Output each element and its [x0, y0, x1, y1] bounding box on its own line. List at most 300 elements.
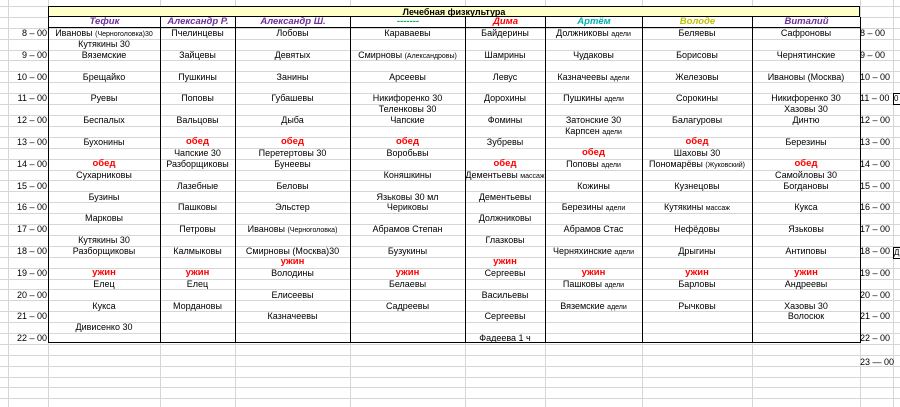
- entry-text: Абрамов Стас: [563, 224, 624, 235]
- patient-entry[interactable]: [160, 301, 235, 311]
- time-label-right[interactable]: 11 – 00: [860, 93, 890, 104]
- entry-text: Смирновы: [358, 49, 403, 60]
- patient-entry[interactable]: [465, 137, 545, 147]
- entry-text: Беловы: [276, 180, 309, 191]
- entry-text: Вальцовы: [176, 115, 219, 126]
- entry-text: Садреевы: [385, 300, 430, 311]
- patient-entry[interactable]: [752, 181, 860, 191]
- entry-text: Мордановы: [173, 300, 222, 311]
- gridline-h: [0, 387, 900, 388]
- entry-text: Чудаковы: [573, 49, 614, 60]
- patient-entry[interactable]: [752, 311, 860, 321]
- entry-text: Самойловы 30: [775, 169, 837, 180]
- entry-text: Елец: [93, 278, 115, 289]
- entry-text: Кутякины 30: [78, 235, 130, 246]
- entry-text: Казначеевы: [557, 71, 608, 82]
- patient-entry[interactable]: [160, 224, 235, 234]
- patient-entry[interactable]: [235, 28, 350, 38]
- entry-note: адели: [609, 74, 630, 82]
- patient-entry[interactable]: [752, 224, 860, 234]
- entry-text: Беляевы: [678, 28, 716, 38]
- time-label-left[interactable]: 20 – 00: [16, 289, 47, 300]
- patient-entry[interactable]: [350, 104, 465, 114]
- entry-text: Березины: [785, 137, 827, 147]
- time-label-left[interactable]: 21 – 00: [16, 311, 47, 322]
- patient-entry[interactable]: [48, 39, 160, 49]
- entry-text: Губашевы: [271, 93, 314, 104]
- entry-text: Лобовы: [276, 28, 309, 38]
- entry-text: Бузины: [88, 191, 120, 202]
- patient-entry[interactable]: [642, 224, 752, 234]
- time-label-right[interactable]: 12 – 00: [860, 115, 891, 126]
- patient-entry[interactable]: [545, 93, 642, 105]
- entry-text: Арсеевы: [389, 71, 426, 82]
- entry-text: Байдерины: [481, 28, 529, 38]
- entry-text: Железовы: [675, 71, 719, 82]
- patient-entry[interactable]: [545, 159, 642, 171]
- entry-text: Березины: [561, 202, 604, 213]
- break-label[interactable]: [752, 159, 860, 169]
- entry-text: Карпсен: [565, 126, 600, 137]
- entry-text: Дивисенко 30: [75, 322, 133, 333]
- entry-text: Борисовы: [676, 49, 718, 60]
- entry-text: Елисеевы: [271, 289, 314, 300]
- entry-text: Фомины: [487, 115, 523, 126]
- entry-text: Фадеева 1 ч: [479, 333, 531, 344]
- entry-text: Чернятинские: [776, 49, 836, 60]
- patient-entry[interactable]: [465, 72, 545, 82]
- entry-text: ужин: [581, 266, 606, 278]
- entry-text: Левус: [492, 71, 518, 82]
- patient-entry[interactable]: [752, 50, 860, 60]
- entry-text: Вяземские: [560, 300, 605, 311]
- break-label[interactable]: [350, 137, 465, 147]
- entry-text: Кукса: [92, 300, 116, 311]
- patient-entry[interactable]: [350, 246, 465, 256]
- break-label[interactable]: [48, 159, 160, 169]
- patient-entry[interactable]: [642, 148, 752, 158]
- gridline-h: [0, 289, 900, 290]
- time-label-right[interactable]: 23 — 00: [860, 357, 895, 367]
- break-label[interactable]: [48, 268, 160, 278]
- patient-entry[interactable]: [160, 279, 235, 289]
- column-header-3[interactable]: -------: [350, 17, 466, 28]
- time-label-right[interactable]: 14 – 00: [860, 158, 891, 169]
- entry-text: ужин: [92, 266, 116, 278]
- entry-text: ужин: [185, 266, 210, 278]
- patient-entry[interactable]: [48, 192, 160, 202]
- entry-text: Елец: [186, 278, 209, 289]
- break-label[interactable]: [545, 148, 642, 158]
- patient-entry[interactable]: [235, 115, 350, 125]
- time-label-left[interactable]: 10 – 00: [16, 71, 47, 82]
- patient-entry[interactable]: [350, 72, 465, 82]
- break-label[interactable]: [235, 137, 350, 147]
- column-header-4[interactable]: Дима: [465, 17, 546, 28]
- time-label-left[interactable]: 16 – 00: [16, 202, 47, 213]
- patient-entry[interactable]: [642, 50, 752, 60]
- break-label[interactable]: [545, 268, 642, 278]
- patient-entry[interactable]: [160, 115, 235, 125]
- entry-text: Динтю: [792, 115, 820, 126]
- patient-entry[interactable]: [350, 50, 465, 62]
- entry-text: Пушкины: [563, 93, 602, 104]
- patient-entry[interactable]: [465, 93, 545, 103]
- time-label-left[interactable]: 19 – 00: [16, 267, 47, 278]
- patient-entry[interactable]: [235, 268, 350, 278]
- patient-entry[interactable]: [350, 28, 465, 38]
- entry-text: Должниковы: [478, 213, 532, 224]
- right-edge-cell[interactable]: Д: [894, 248, 900, 257]
- entry-text: Дементьевы: [478, 191, 532, 202]
- patient-entry[interactable]: [235, 311, 350, 321]
- sheet-title[interactable]: Лечебная физкультура: [48, 6, 860, 17]
- column-header-7[interactable]: Виталий: [752, 17, 861, 28]
- time-label-left[interactable]: 14 – 00: [16, 158, 47, 169]
- entry-text: Балагуровы: [671, 115, 723, 126]
- entry-text: Волосюк: [787, 311, 825, 322]
- entry-text: ужин: [794, 266, 818, 278]
- patient-entry[interactable]: [545, 301, 642, 313]
- entry-text: Володины: [271, 267, 314, 278]
- time-label-left[interactable]: 11 – 00: [17, 93, 47, 104]
- entry-note: массаж: [705, 205, 730, 213]
- gridline-h: [0, 355, 900, 356]
- time-label-right[interactable]: 13 – 00: [860, 137, 891, 147]
- entry-text: Ивановы: [247, 224, 285, 235]
- patient-entry[interactable]: [642, 115, 752, 125]
- patient-entry[interactable]: [465, 115, 545, 125]
- patient-entry[interactable]: [160, 159, 235, 169]
- entry-text: ужин: [395, 266, 420, 278]
- time-label-right[interactable]: 19 – 00: [860, 267, 891, 278]
- patient-entry[interactable]: [235, 50, 350, 60]
- entry-text: Антиповы: [785, 246, 827, 256]
- patient-entry[interactable]: [465, 50, 545, 60]
- patient-entry[interactable]: [350, 148, 465, 158]
- patient-entry[interactable]: [465, 28, 545, 38]
- patient-entry[interactable]: [48, 246, 160, 256]
- patient-entry[interactable]: [350, 93, 465, 103]
- entry-text: Нефёдовы: [674, 224, 720, 235]
- entry-text: обед: [685, 136, 709, 147]
- entry-note: массаж: [520, 172, 545, 180]
- patient-entry[interactable]: [545, 279, 642, 291]
- patient-entry[interactable]: [48, 235, 160, 245]
- time-label-right[interactable]: 10 – 00: [860, 71, 891, 82]
- entry-note: адели: [604, 281, 625, 289]
- patient-entry[interactable]: [642, 202, 752, 214]
- patient-entry[interactable]: [752, 246, 860, 256]
- patient-entry[interactable]: [752, 202, 860, 212]
- entry-text: Кожины: [577, 180, 610, 191]
- entry-text: Воробьвы: [386, 147, 429, 158]
- patient-entry[interactable]: [545, 181, 642, 191]
- entry-text: Смирновы (Москва)30: [245, 246, 340, 256]
- break-label[interactable]: [160, 268, 235, 278]
- time-label-right[interactable]: 20 – 00: [860, 289, 891, 300]
- entry-text: Брещайко: [82, 71, 126, 82]
- patient-entry[interactable]: [465, 170, 545, 182]
- entry-note: адели: [614, 249, 634, 256]
- column-header-5[interactable]: Артём: [545, 17, 643, 28]
- entry-text: Петровы: [179, 224, 216, 235]
- entry-text: Беспалых: [83, 115, 125, 126]
- time-label-right[interactable]: 15 – 00: [860, 180, 891, 191]
- column-header-1[interactable]: Александр Р.: [160, 17, 236, 28]
- entry-text: Дрыгины: [678, 246, 716, 256]
- time-label-left[interactable]: 17 – 00: [16, 224, 47, 235]
- patient-entry[interactable]: [48, 137, 160, 147]
- patient-entry[interactable]: [160, 72, 235, 82]
- patient-entry[interactable]: [465, 235, 545, 245]
- patient-entry[interactable]: [160, 246, 235, 256]
- entry-text: Разборщиковы: [72, 246, 136, 256]
- entry-text: Бунеевы: [274, 158, 311, 169]
- patient-entry[interactable]: [465, 311, 545, 321]
- break-label[interactable]: [350, 268, 465, 278]
- entry-text: Бузукины: [387, 246, 428, 256]
- break-label[interactable]: [465, 257, 545, 267]
- entry-note: (Жуковский): [705, 161, 746, 169]
- patient-entry[interactable]: [235, 159, 350, 169]
- patient-entry[interactable]: [642, 72, 752, 82]
- patient-entry[interactable]: [545, 126, 642, 138]
- time-label-right[interactable]: 9 – 00: [860, 49, 886, 60]
- entry-text: Коняшкины: [383, 169, 432, 180]
- entry-text: Пчелинцевы: [171, 28, 224, 38]
- entry-note: адели: [607, 303, 627, 311]
- time-label-left[interactable]: 12 – 00: [16, 115, 47, 126]
- patient-entry[interactable]: [752, 72, 860, 82]
- entry-note: (Черноголовка): [287, 227, 338, 235]
- patient-entry[interactable]: [235, 224, 350, 236]
- entry-text: Пушкины: [178, 71, 217, 82]
- patient-entry[interactable]: [48, 115, 160, 125]
- entry-text: Эльстер: [275, 202, 310, 213]
- entry-text: Ивановы: [55, 28, 93, 38]
- break-label[interactable]: [642, 268, 752, 278]
- patient-entry[interactable]: [350, 224, 465, 234]
- entry-note: адели: [602, 129, 622, 137]
- break-label[interactable]: [642, 137, 752, 147]
- time-label-right[interactable]: 18 – 00: [860, 246, 891, 256]
- patient-entry[interactable]: [235, 93, 350, 103]
- patient-entry[interactable]: [642, 181, 752, 191]
- column-header-0[interactable]: Тефик: [48, 17, 161, 28]
- patient-entry[interactable]: [48, 170, 160, 180]
- patient-entry[interactable]: [48, 322, 160, 332]
- column-header-2[interactable]: Александр Ш.: [235, 17, 351, 28]
- break-label[interactable]: [752, 268, 860, 278]
- entry-text: Кутякины: [664, 202, 704, 213]
- patient-entry[interactable]: [235, 72, 350, 82]
- patient-entry[interactable]: [235, 202, 350, 212]
- time-label-left[interactable]: 9 – 00: [21, 49, 47, 60]
- patient-entry[interactable]: [752, 115, 860, 125]
- patient-entry[interactable]: [465, 268, 545, 278]
- entry-text: Дементьевы: [465, 169, 518, 180]
- time-label-right[interactable]: 16 – 00: [860, 202, 891, 213]
- entry-text: Должниковы: [556, 28, 609, 38]
- time-label-left[interactable]: 22 – 00: [16, 333, 47, 344]
- entry-text: Чапские 30: [174, 147, 221, 158]
- patient-entry[interactable]: [235, 246, 350, 256]
- time-label-left[interactable]: 18 – 00: [16, 246, 47, 256]
- entry-text: Сергеевы: [484, 311, 526, 322]
- column-header-6[interactable]: Володе: [642, 17, 753, 28]
- patient-entry[interactable]: [160, 28, 235, 38]
- entry-text: Белаевы: [388, 278, 427, 289]
- time-label-left[interactable]: 15 – 00: [16, 180, 47, 191]
- entry-text: Марковы: [85, 213, 123, 224]
- entry-text: Поповы: [566, 158, 599, 169]
- entry-text: Шамрины: [484, 49, 526, 60]
- patient-entry[interactable]: [642, 279, 752, 289]
- entry-text: обед: [493, 157, 517, 169]
- gridline-h: [0, 257, 900, 258]
- entry-text: Казначеевы: [267, 311, 318, 322]
- patient-entry[interactable]: [752, 301, 860, 311]
- entry-text: Перетертовы 30: [258, 147, 327, 158]
- time-label-left[interactable]: 13 – 00: [16, 137, 47, 147]
- entry-text: ужин: [685, 266, 709, 278]
- patient-entry[interactable]: [48, 279, 160, 289]
- entry-text: Хазовы 30: [784, 104, 828, 115]
- entry-text: Дорохины: [483, 93, 527, 104]
- patient-entry[interactable]: [545, 72, 642, 84]
- entry-text: Девятых: [274, 49, 311, 60]
- patient-entry[interactable]: [48, 301, 160, 311]
- entry-text: Сергеевы: [484, 267, 526, 278]
- patient-entry[interactable]: [350, 279, 465, 289]
- break-label[interactable]: [235, 257, 350, 267]
- patient-entry[interactable]: [350, 115, 465, 125]
- gridline-h: [0, 344, 900, 345]
- patient-entry[interactable]: [350, 202, 465, 212]
- entry-text: Абрамов Степан: [372, 224, 443, 235]
- patient-entry[interactable]: [48, 50, 160, 60]
- patient-entry[interactable]: [160, 93, 235, 103]
- patient-entry[interactable]: [545, 28, 642, 40]
- patient-entry[interactable]: [160, 181, 235, 191]
- gridline-h: [0, 377, 900, 378]
- entry-text: обед: [582, 146, 605, 158]
- entry-text: Чериковы: [386, 202, 429, 213]
- patient-entry[interactable]: [48, 72, 160, 82]
- entry-text: Пашковы: [562, 278, 602, 289]
- entry-text: Калмыковы: [173, 246, 222, 256]
- entry-text: Сафроновы: [780, 28, 832, 38]
- patient-entry[interactable]: [465, 192, 545, 202]
- patient-entry[interactable]: [752, 28, 860, 38]
- time-label-left[interactable]: 8 – 00: [21, 28, 47, 38]
- patient-entry[interactable]: [642, 159, 752, 171]
- entry-text: обед: [396, 136, 419, 147]
- entry-text: обед: [281, 136, 304, 147]
- column-separator: [48, 17, 49, 343]
- patient-entry[interactable]: [235, 290, 350, 300]
- patient-entry[interactable]: [752, 104, 860, 114]
- time-label-right[interactable]: 8 – 00: [860, 28, 886, 38]
- patient-entry[interactable]: [545, 50, 642, 60]
- patient-entry[interactable]: [160, 202, 235, 212]
- break-label[interactable]: [160, 137, 235, 147]
- time-label-right[interactable]: 22 – 00: [860, 333, 891, 344]
- patient-entry[interactable]: [642, 93, 752, 103]
- entry-text: Пономарёвы: [648, 158, 703, 169]
- entry-text: Сорокины: [676, 93, 718, 104]
- entry-text: Андреевы: [784, 278, 828, 289]
- patient-entry[interactable]: [235, 148, 350, 158]
- entry-note: (Александровы): [404, 52, 457, 60]
- entry-text: Кутякины 30: [78, 38, 130, 49]
- patient-entry[interactable]: [350, 301, 465, 311]
- gridline-h: [0, 82, 900, 83]
- entry-text: Барловы: [678, 278, 716, 289]
- entry-note: адели: [601, 161, 621, 169]
- patient-entry[interactable]: [350, 170, 465, 180]
- patient-entry[interactable]: [48, 93, 160, 103]
- entry-text: Разборщиковы: [166, 158, 229, 169]
- patient-entry[interactable]: [350, 192, 465, 202]
- entry-text: Кукса: [794, 202, 818, 213]
- patient-entry[interactable]: [752, 170, 860, 180]
- right-edge-cell[interactable]: 0: [894, 94, 899, 104]
- entry-text: Караваевы: [384, 28, 431, 38]
- patient-entry[interactable]: [545, 224, 642, 234]
- patient-entry[interactable]: [545, 115, 642, 125]
- entry-text: ужин: [493, 255, 517, 267]
- patient-entry[interactable]: [160, 50, 235, 60]
- entry-text: Теленковы 30: [378, 104, 437, 115]
- entry-text: Лазебные: [176, 180, 219, 191]
- entry-text: Никифоренко 30: [372, 93, 443, 104]
- entry-text: Васильевы: [481, 289, 529, 300]
- entry-text: Кузнецовы: [674, 180, 720, 191]
- gridline-h: [0, 398, 900, 399]
- column-separator: [350, 17, 351, 343]
- patient-entry[interactable]: [642, 246, 752, 256]
- break-label[interactable]: [465, 159, 545, 169]
- gridline-h: [0, 126, 900, 127]
- patient-entry[interactable]: [160, 148, 235, 158]
- entry-text: Дыба: [281, 115, 304, 126]
- time-label-right[interactable]: 21 – 00: [860, 311, 891, 322]
- patient-entry[interactable]: [545, 202, 642, 214]
- time-label-right[interactable]: 17 – 00: [860, 224, 891, 235]
- entry-text: обед: [794, 157, 818, 169]
- patient-entry[interactable]: [752, 137, 860, 147]
- entry-note: (Черноголовка)30: [95, 31, 153, 38]
- entry-note: адели: [611, 31, 631, 38]
- patient-entry[interactable]: [465, 333, 545, 343]
- patient-entry[interactable]: [642, 28, 752, 38]
- patient-entry[interactable]: [642, 301, 752, 311]
- entry-text: Ивановы (Москва): [767, 71, 845, 82]
- patient-entry[interactable]: [465, 290, 545, 300]
- entry-note: адели: [604, 96, 624, 104]
- entry-text: Рычковы: [678, 300, 716, 311]
- patient-entry[interactable]: [545, 246, 642, 258]
- entry-text: Язьковы: [788, 224, 824, 235]
- patient-entry[interactable]: [465, 213, 545, 223]
- patient-entry[interactable]: [235, 181, 350, 191]
- gridline-h: [0, 366, 900, 367]
- patient-entry[interactable]: [752, 279, 860, 289]
- patient-entry[interactable]: [48, 213, 160, 223]
- patient-entry[interactable]: [752, 93, 860, 103]
